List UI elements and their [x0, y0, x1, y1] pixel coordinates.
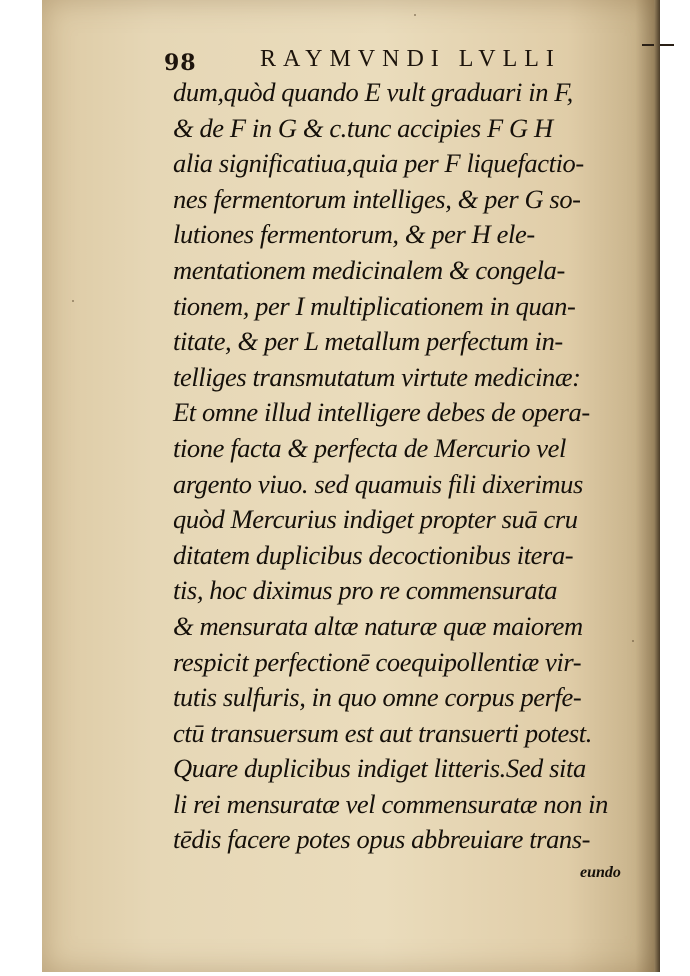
catchword: eundo [580, 864, 621, 881]
text-line: tionem, per I multiplicationem in quan- [173, 290, 576, 321]
text-line: nes fermentorum intelliges, & per G so- [173, 183, 581, 214]
text-line: ctū transuersum est aut transuerti potest. [173, 717, 592, 748]
text-line: tis, hoc diximus pro re commensurata [173, 575, 558, 606]
text-line: ditatem duplicibus decoctionibus itera- [173, 539, 574, 570]
text-line: & mensurata altæ naturæ quæ maiorem [173, 610, 583, 641]
body-text [173, 75, 635, 858]
text-line: mentationem medicinalem & congela- [173, 254, 565, 285]
text-line: Quare duplicibus indiget litteris.Sed sita [173, 753, 586, 784]
text-line: respicit perfectionē coequipollentiæ vir- [173, 646, 582, 677]
text-line: titate, & per L metallum perfectum in- [173, 326, 563, 357]
text-line: tēdis facere potes opus abbreuiare trans- [173, 824, 591, 855]
text-line: Et omne illud intelligere debes de opera- [173, 397, 590, 428]
text-line: tione facta & perfecta de Mercurio vel [173, 432, 566, 463]
running-head: RAYMVNDI LVLLI [260, 46, 561, 72]
text-line: dum,quòd quando E vult graduari in F, [173, 77, 573, 107]
text-line: li rei mensuratæ vel commensuratæ non in [173, 788, 608, 819]
header-rule [642, 44, 674, 46]
page-number: 98 [164, 50, 197, 76]
text-line: argento viuo. sed quamuis fili dixerimus [173, 468, 583, 499]
text-line: lutiones fermentorum, & per H ele- [173, 219, 535, 250]
text-line: telliges transmutatum virtute medicinæ: [173, 361, 581, 392]
page-header [42, 0, 660, 80]
text-line: alia significatiua,quia per F liquefactio- [173, 148, 584, 179]
text-line: & de F in G & c.tunc accipies F G H [173, 112, 553, 143]
text-line: tutis sulfuris, in quo omne corpus perfe- [173, 682, 582, 713]
text-line: quòd Mercurius indiget propter suā cru [173, 504, 578, 535]
